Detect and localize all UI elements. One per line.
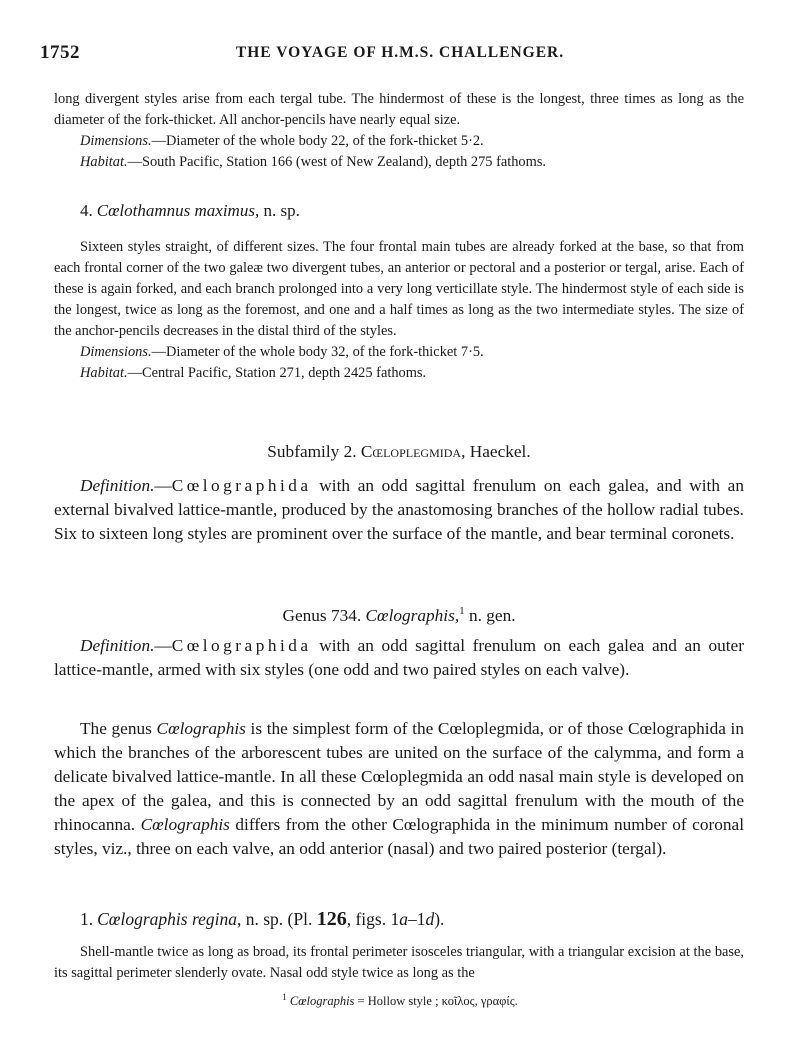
figs-end: ). (434, 909, 445, 929)
species-description: Shell-mantle twice as long as broad, its frontal perimeter isosceles triangular, with a triangular excision at the base, its sagittal perimeter slenderly ovate. Nasal odd style twice as long as the (54, 944, 744, 981)
definition-taxon: Cœlographida (171, 476, 312, 495)
footnote-mark: 1 (282, 992, 287, 1002)
species-number: 4. (80, 201, 93, 220)
genus-name-ref: Cœlographis (156, 719, 246, 738)
footnote-mark: 1 (459, 605, 465, 617)
species-description: Sixteen styles straight, of different sizes. The four frontal main tubes are already forked at the base, so that from each frontal corner of the two galeæ two divergent tubes, an anterior or pectoral and a posterior or tergal, arise. Each of these is again forked, and each branch prolonged into a very long verticillate style. The hindermost style of each side is the longest, twice as long as the foremost, and one and a half times as long as the two intermediate styles. The size of the anchor-pencils decreases in the distal third of the styles. (54, 239, 744, 339)
subfamily-heading (54, 440, 744, 464)
genus-prefix: Genus 734. (282, 605, 366, 625)
fig-a: a (399, 909, 408, 929)
footnote-text: = Hollow style ; κοῖλος, γραφίς. (354, 994, 518, 1009)
genus-name: Cœlographis, (365, 605, 460, 625)
genus-suffix: n. gen. (464, 605, 516, 625)
subfamily-definition (54, 474, 744, 546)
species-suffix: n. sp. (259, 201, 300, 220)
definition-dash: — (154, 476, 172, 495)
genus-name-ref: Cœlographis (140, 815, 230, 834)
subfamily-prefix: Subfamily 2. (267, 442, 361, 461)
dimensions-text: —Diameter of the whole body 32, of the fork-thicket 7·5. (151, 344, 484, 360)
plate-number: 126 (316, 908, 347, 930)
subfamily-suffix: , Haeckel. (461, 442, 531, 461)
definition-label: Definition. (80, 636, 155, 655)
discussion-paragraph (54, 717, 744, 861)
species-1-body (54, 942, 744, 984)
figs-text: , figs. 1 (346, 909, 400, 929)
dimensions-text: —Diameter of the whole body 22, of the fork-thicket 5·2. (151, 133, 484, 149)
footnote (0, 992, 800, 1009)
figs-range: –1 (407, 909, 426, 929)
species-1-heading (80, 908, 770, 931)
continuation-text: long divergent styles arise from each tergal tube. The hindermost of these is the longest, three times as long as the diameter of the fork-thicket. All anchor-pencils have nearly equal size. (54, 91, 744, 128)
dimensions-line (54, 342, 744, 363)
species-3-continuation (54, 89, 744, 173)
definition-label: Definition. (80, 476, 155, 495)
definition-text: with an odd sagittal frenulum on each galea, and with an external bivalved lattice-mantle, produced by the anastomosing branches of the hollow radial tubes. Six to sixteen long styles are prominent over the surface of the mantle, and bear terminal coronets. (54, 476, 744, 543)
habitat-text: —South Pacific, Station 166 (west of New Zealand), depth 275 fathoms. (127, 154, 547, 170)
dimensions-label: Dimensions. (80, 133, 152, 149)
habitat-line (54, 363, 744, 384)
dimensions-label: Dimensions. (80, 344, 152, 360)
running-title: THE VOYAGE OF H.M.S. CHALLENGER. (235, 44, 565, 61)
genus-heading (54, 599, 744, 628)
discussion-text-2: is the simplest form of the Cœloplegmida, or of those Cœlographida in which the branches of the arborescent tubes are united on the surface of the calymma, and form a delicate bivalved lattice-mantle. In all these Cœloplegmida an odd nasal main style is developed on the apex of the galea, and this is connected by an odd sagittal frenulum with the mouth of the rhinocanna. (54, 719, 745, 834)
habitat-text: —Central Pacific, Station 271, depth 2425 fathoms. (127, 365, 427, 381)
species-name: Cœlographis regina, (97, 909, 242, 929)
species-suffix: n. sp. (Pl. (241, 909, 317, 929)
fig-d: d (425, 909, 435, 929)
species-4-heading (80, 201, 770, 221)
genus-discussion (54, 717, 744, 861)
footnote-term: Cœlographis (289, 994, 355, 1009)
definition-paragraph (54, 474, 744, 546)
subfamily-name: Cœloplegmida (360, 442, 462, 461)
definition-taxon: Cœlographida (171, 636, 312, 655)
genus-definition (54, 634, 744, 682)
page-header (40, 42, 760, 66)
page-number: 1752 (40, 42, 80, 63)
discussion-text-3: differs from the other Cœlographida in the minimum number of coronal styles, viz., three on each valve, an odd anterior (nasal) and two paired posterior (tergal). (54, 815, 744, 858)
definition-text: with an odd sagittal frenulum on each galea and an outer lattice-mantle, armed with six styles (one odd and two paired styles on each valve). (54, 636, 744, 679)
definition-paragraph (54, 634, 744, 682)
discussion-text-1: The genus (80, 719, 157, 738)
species-4-body (54, 237, 744, 384)
habitat-line (54, 152, 744, 173)
habitat-label: Habitat. (80, 154, 128, 170)
species-name: Cœlothamnus maximus, (96, 201, 260, 220)
habitat-label: Habitat. (80, 365, 128, 381)
definition-dash: — (154, 636, 172, 655)
species-number: 1. (80, 909, 94, 929)
dimensions-line (54, 131, 744, 152)
